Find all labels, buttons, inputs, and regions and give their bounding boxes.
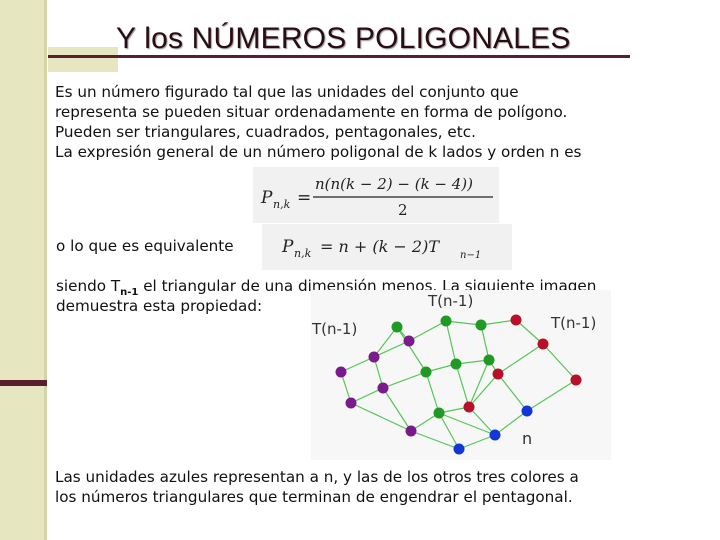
figure-edge: [527, 380, 576, 411]
figure-node-green: [421, 367, 432, 378]
figure-edge: [383, 372, 426, 388]
figure-edge: [446, 321, 456, 364]
figure-node-green: [476, 320, 487, 331]
formula2-rhs: = n + (k − 2)T: [320, 237, 439, 256]
figure-edge: [469, 360, 489, 407]
closing-line: Las unidades azules representan a n, y las de los otros tres colores a: [55, 468, 579, 486]
slide-title: Y los NÚMEROS POLIGONALES: [116, 22, 571, 55]
formula1-numerator: n(n(k − 2) − (k − 4)): [315, 175, 474, 193]
property-pre: siendo T: [56, 277, 121, 295]
equivalent-formula: [262, 224, 512, 270]
figure-label-right: T(n-1): [551, 314, 597, 332]
figure-node-purple: [336, 367, 347, 378]
figure-edge: [498, 344, 543, 374]
figure-node-green: [484, 355, 495, 366]
sidebar-divider: [44, 0, 47, 540]
figure-edge: [439, 413, 495, 435]
formula1-equals: =: [297, 188, 312, 208]
pentagonal-number-figure: [311, 290, 611, 460]
figure-edge: [543, 344, 576, 380]
formula2-lhs: P: [282, 237, 294, 257]
figure-node-blue: [490, 430, 501, 441]
formula2-lhs-sub: n,k: [294, 247, 312, 260]
intro-line: Es un número figurado tal que las unidades del conjunto que: [55, 83, 519, 101]
formula1-lhs: P: [261, 188, 273, 208]
figure-nodes: [336, 315, 582, 455]
figure-node-purple: [378, 383, 389, 394]
property-subscript: n-1: [120, 287, 139, 299]
intro-paragraph: [55, 82, 581, 162]
sidebar-decoration: [0, 0, 47, 540]
figure-label-left: T(n-1): [312, 320, 358, 338]
figure-edge: [374, 327, 397, 357]
figure-edge: [498, 374, 527, 411]
figure-edge: [409, 321, 446, 341]
figure-node-purple: [346, 398, 357, 409]
figure-node-red: [464, 402, 475, 413]
figure-edge: [456, 364, 469, 407]
figure-node-green: [441, 316, 452, 327]
figure-label-n: n: [522, 429, 533, 448]
figure-edge: [459, 435, 495, 449]
title-accent-block: [48, 47, 118, 72]
formula1-lhs-sub: n,k: [273, 198, 291, 211]
figure-node-purple: [404, 336, 415, 347]
figure-edge: [469, 374, 498, 407]
intro-line: representa se pueden situar ordenadamente en forma de polígono.: [55, 103, 568, 121]
closing-line: los números triangulares que terminan de engendrar el pentagonal.: [55, 488, 573, 506]
figure-node-blue: [454, 444, 465, 455]
formula1-denominator: 2: [398, 201, 408, 219]
figure-edge: [426, 372, 439, 413]
figure-node-green: [451, 359, 462, 370]
figure-node-green: [392, 322, 403, 333]
equivalent-label: o lo que es equivalente: [56, 237, 234, 255]
figure-node-green: [434, 408, 445, 419]
figure-node-purple: [369, 352, 380, 363]
property-post: el triangular de una dimensión menos. La siguiente imagen: [138, 277, 597, 295]
figure-edge: [374, 341, 409, 357]
intro-line: Pueden ser triangulares, cuadrados, pentagonales, etc.: [55, 123, 476, 141]
figure-edge: [439, 413, 459, 449]
figure-node-red: [571, 375, 582, 386]
property-line-2: demuestra esta propiedad:: [56, 297, 263, 315]
figure-node-purple: [406, 426, 417, 437]
figure-node-blue: [522, 406, 533, 417]
figure-edge: [469, 407, 495, 435]
figure-node-red: [538, 339, 549, 350]
sidebar-accent-bar: [0, 380, 47, 386]
intro-line: La expresión general de un número poligonal de k lados y orden n es: [55, 143, 582, 161]
formula2-rhs-sub: n−1: [460, 250, 482, 261]
figure-label-top: T(n-1): [428, 292, 474, 310]
figure-edge: [411, 431, 459, 449]
figure-node-red: [511, 315, 522, 326]
closing-paragraph: [55, 467, 579, 507]
figure-node-red: [493, 369, 504, 380]
general-formula: [253, 167, 499, 223]
